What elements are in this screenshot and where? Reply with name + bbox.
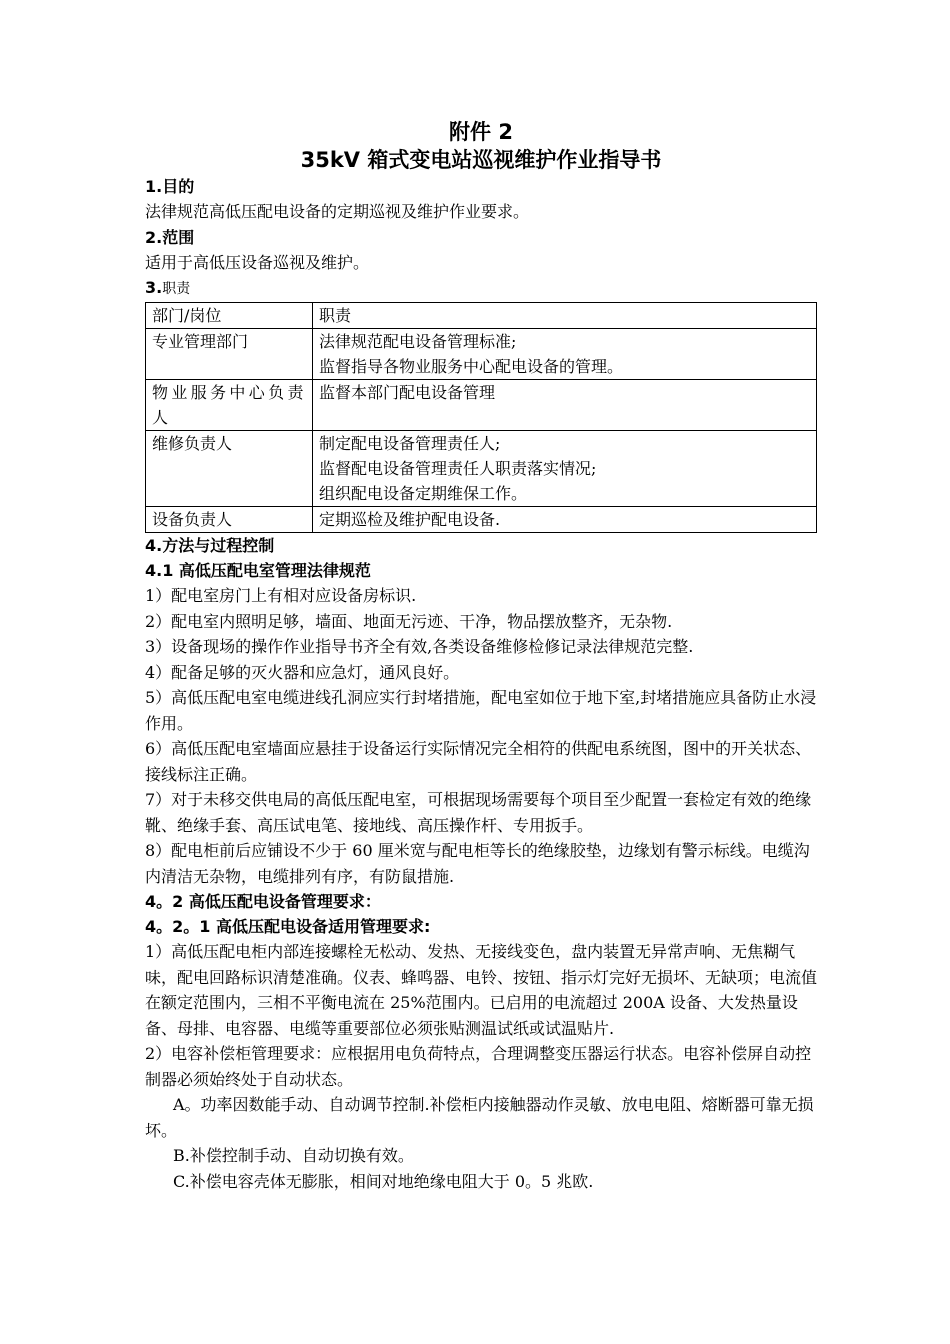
sub-list-item: B.补偿控制手动、自动切换有效。 — [173, 1146, 414, 1165]
list-item: 7）对于未移交供电局的高低压配电室，可根据现场需要每个项目至少配置一套检定有效的绝缘靴、绝缘手套、高压试电笔、接地线、高压操作杆、专用扳手。 — [145, 790, 812, 835]
duty-line: 监督配电设备管理责任人职责落实情况; — [319, 459, 597, 478]
table-row — [146, 380, 817, 431]
section-2-heading: 2.范围 — [145, 227, 195, 247]
section-4-2-heading: 4。2 高低压配电设备管理要求： — [145, 892, 381, 911]
table-row — [146, 329, 817, 380]
section-1-heading: 1.目的 — [145, 177, 195, 196]
table-row — [146, 507, 817, 533]
table-cell-dept: 维修负责人 — [146, 431, 313, 507]
duty-line: 组织配电设备定期维保工作。 — [319, 484, 528, 503]
table-row — [146, 431, 817, 507]
duty-line: 监督本部门配电设备管理 — [319, 383, 496, 402]
table-cell-dept: 物业服务中心负责人 — [146, 380, 313, 431]
list-item: 3）设备现场的操作作业指导书齐全有效,各类设备维修检修记录法律规范完整. — [145, 637, 694, 656]
table-cell-duty — [313, 380, 817, 431]
duty-line: 制定配电设备管理责任人; — [319, 434, 501, 453]
section-2-body: 适用于高低压设备巡视及维护。 — [145, 252, 370, 272]
section-3-text: 职责 — [162, 281, 191, 297]
section-4-2-1-heading: 4。2。1 高低压配电设备适用管理要求: — [145, 917, 431, 936]
table-header-dept: 部门/岗位 — [146, 303, 313, 329]
list-item: 4）配备足够的灭火器和应急灯，通风良好。 — [145, 662, 460, 682]
table-header-row — [146, 303, 817, 329]
table-cell-dept: 设备负责人 — [146, 507, 313, 533]
section-4-1-heading: 4.1 高低压配电室管理法律规范 — [145, 561, 371, 580]
table-header-duty: 职责 — [313, 303, 817, 329]
section-4-heading: 4.方法与过程控制 — [145, 536, 275, 555]
list-item: 2）电容补偿柜管理要求：应根据用电负荷特点，合理调整变压器运行状态。电容补偿屏自动控制器必须始终处于自动状态。 — [145, 1044, 812, 1089]
section-3-heading — [145, 275, 817, 302]
title-line-1: 附件 2 — [449, 120, 513, 144]
table-cell-duty — [313, 507, 817, 533]
duty-line: 定期巡检及维护配电设备. — [319, 510, 501, 529]
section-1-body: 法律规范高低压配电设备的定期巡视及维护作业要求。 — [145, 202, 530, 221]
table-cell-duty — [313, 431, 817, 507]
title-line-2: 35kV 箱式变电站巡视维护作业指导书 — [300, 148, 662, 172]
list-item: 1）配电室房门上有相对应设备房标识. — [145, 586, 417, 605]
list-item: 8）配电柜前后应铺设不少于 60 厘米宽与配电柜等长的绝缘胶垫，边缘划有警示标线。电缆沟内清洁无杂物，电缆排列有序，有防鼠措施. — [145, 841, 810, 886]
list-item: 2）配电室内照明足够，墙面、地面无污迹、干净，物品摆放整齐，无杂物. — [145, 611, 673, 631]
duty-line: 法律规范配电设备管理标准; — [319, 332, 517, 351]
document-page — [145, 118, 817, 1194]
list-item: 6）高低压配电室墙面应悬挂于设备运行实际情况完全相符的供配电系统图，图中的开关状态、接线标注正确。 — [145, 739, 812, 784]
table-cell-dept: 专业管理部门 — [146, 329, 313, 380]
sub-list-item: A。功率因数能手动、自动调节控制.补偿柜内接触器动作灵敏、放电电阻、熔断器可靠无损坏。 — [145, 1095, 814, 1140]
list-item: 5）高低压配电室电缆进线孔洞应实行封堵措施，配电室如位于地下室,封堵措施应具备防止水浸作用。 — [145, 688, 817, 733]
section-3-number: 3. — [145, 278, 163, 297]
table-cell-duty — [313, 329, 817, 380]
sub-list-item: C.补偿电容壳体无膨胀，相间对地绝缘电阻大于 0。5 兆欧. — [173, 1171, 594, 1191]
duty-line: 监督指导各物业服务中心配电设备的管理。 — [319, 357, 624, 376]
list-item: 1）高低压配电柜内部连接螺栓无松动、发热、无接线变色，盘内装置无异常声响、无焦糊气味，配电回路标识清楚准确。仪表、蜂鸣器、电铃、按钮、指示灯完好无损坏、无缺项；电流值在额定范围内，三相不平衡电流在 25%范围内。已启用的电流超过 200A 设备、大发热量设备、母排、电容器、电缆等重要部位必须张贴测温试纸或试温贴片. — [145, 942, 818, 1038]
duty-table — [145, 302, 817, 533]
